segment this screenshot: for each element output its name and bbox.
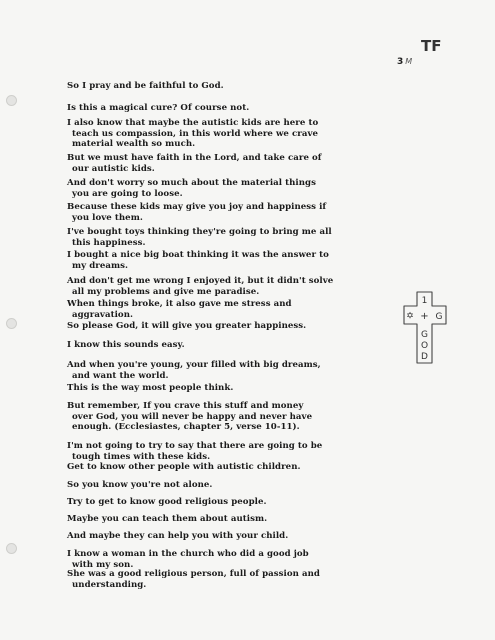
page-handwritten-mark: M: [405, 57, 413, 66]
paragraph-line: But we must have faith in the Lord, and take care of: [67, 153, 322, 163]
paragraph-line: So you know you're not alone.: [67, 480, 213, 490]
binder-hole: [6, 318, 17, 329]
paragraph-line: Get to know other people with autistic children.: [67, 462, 301, 472]
paragraph-line: Try to get to know good religious people.: [67, 497, 267, 507]
paragraph-continuation-line: with my son.: [72, 559, 134, 570]
paragraph-continuation-line: you love them.: [72, 212, 143, 223]
paragraph-line: And don't worry so much about the material things: [67, 178, 316, 188]
page-number: [397, 57, 412, 67]
paragraph-line: So please God, it will give you greater happiness.: [67, 321, 307, 331]
cross-right-letter: G: [435, 312, 443, 322]
paragraph-continuation-line: understanding.: [72, 579, 147, 590]
cross-letter: D: [421, 352, 428, 362]
paragraph-line: Maybe you can teach them about autism.: [67, 514, 268, 524]
paragraph-continuation-line: this happiness.: [72, 237, 146, 248]
handwritten-initials: TF: [421, 37, 442, 55]
paragraph-line: I've bought toys thinking they're going to bring me all: [67, 227, 332, 237]
paragraph-line: And when you're young, your filled with big dreams,: [67, 360, 321, 370]
handdrawn-cross-drawing: [402, 288, 448, 366]
binder-hole: [6, 95, 17, 106]
paragraph-line: Is this a magical cure? Of course not.: [67, 103, 250, 113]
paragraph-line: And maybe they can help you with your child.: [67, 531, 289, 541]
paragraph-continuation-line: our autistic kids.: [72, 163, 155, 174]
binder-hole: [6, 543, 17, 554]
paragraph-line: So I pray and be faithful to God.: [67, 81, 224, 91]
paragraph-line: She was a good religious person, full of passion and: [67, 569, 320, 579]
page-number-value: 3: [397, 57, 404, 67]
paragraph-continuation-line: over God, you will never be happy and never have: [72, 411, 313, 422]
paragraph-line: And don't get me wrong I enjoyed it, but it didn't solve: [67, 276, 334, 286]
paragraph-line: I know a woman in the church who did a good job: [67, 549, 309, 559]
paragraph-continuation-line: enough. (Ecclesiastes, chapter 5, verse 10-11).: [72, 422, 300, 432]
paragraph-line: I bought a nice big boat thinking it was the answer to: [67, 250, 329, 260]
paragraph-line: But remember, If you crave this stuff and money: [67, 401, 304, 411]
paragraph-continuation-line: material wealth so much.: [72, 139, 196, 149]
paragraph-line: I also know that maybe the autistic kids are here to: [67, 118, 319, 128]
paragraph-continuation-line: teach us compassion, in this world where we crave: [72, 128, 319, 139]
paragraph-continuation-line: you are going to loose.: [72, 188, 183, 199]
paragraph-continuation-line: my dreams.: [72, 260, 129, 271]
paragraph-line: I know this sounds easy.: [67, 340, 185, 350]
paragraph-line: I'm not going to try to say that there are going to be: [67, 441, 323, 451]
cross-letter: G: [421, 330, 428, 340]
star-of-david-icon: ✡: [406, 311, 414, 322]
cross-center-mark: +: [420, 311, 429, 322]
paragraph-continuation-line: all my problems and give me paradise.: [72, 286, 260, 297]
cross-letter: O: [420, 341, 429, 351]
paragraph-line: When things broke, it also gave me stress and: [67, 299, 292, 309]
paragraph-line: Because these kids may give you joy and happiness if: [67, 202, 327, 212]
paragraph-continuation-line: and want the world.: [72, 370, 169, 381]
paragraph-continuation-line: tough times with these kids.: [72, 451, 211, 462]
paragraph-line: This is the way most people think.: [67, 383, 234, 393]
cross-top-mark: 1: [421, 296, 428, 306]
paragraph-continuation-line: aggravation.: [72, 309, 134, 320]
